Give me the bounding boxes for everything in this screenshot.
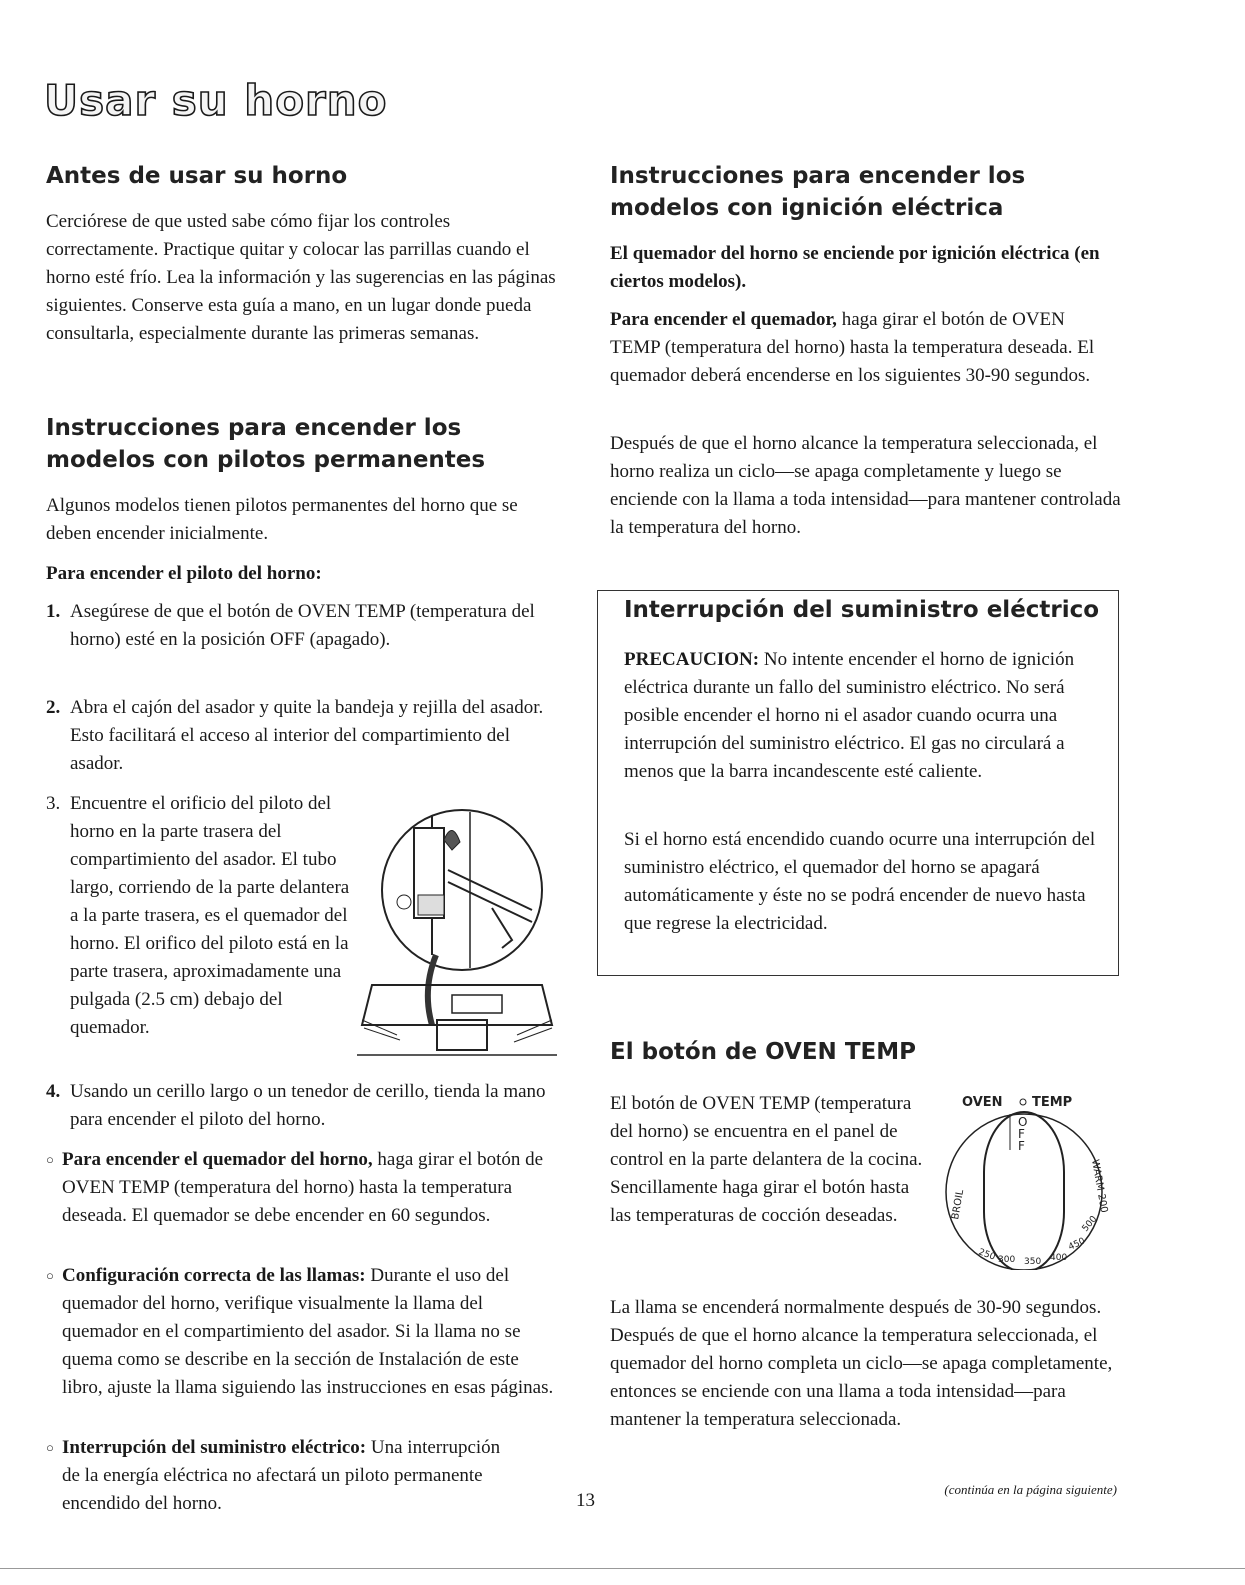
- step-text: Encuentre el orificio del piloto del horno en la parte trasera del compartimiento del asador. El tubo largo, corriendo de la parte delantera a la parte trasera, es el quemador del horno. El orifico del piloto está en la parte trasera, aproximadamente una pulgada (2.5 cm) debajo del quemador.: [70, 793, 350, 1038]
- bullet-lead: Para encender el quemador del horno,: [62, 1149, 373, 1170]
- section-heading-pilot-line2: modelos con pilotos permanentes: [46, 447, 486, 473]
- bullet-lead: Configuración correcta de las llamas:: [62, 1265, 366, 1286]
- caution-lead: PRECAUCION:: [624, 649, 760, 670]
- electric-lead: El quemador del horno se enciende por ignición eléctrica (en ciertos modelos).: [610, 243, 1100, 292]
- electric-para1: [610, 306, 1110, 390]
- knob-label-oven: OVEN: [962, 1095, 1003, 1110]
- bullet-text: Una interrupción de la energía eléctrica no afectará un piloto permanente encendido del horno.: [62, 1437, 501, 1514]
- section-heading-electric-line1: Instrucciones para encender los: [610, 163, 1026, 189]
- knob-tick-500: 500: [1080, 1214, 1100, 1234]
- section-heading-electric-line2: modelos con ignición eléctrica: [610, 195, 1004, 221]
- bullet-icon: ○: [46, 1268, 54, 1283]
- section-heading-oven-temp: El botón de OVEN TEMP: [610, 1039, 916, 1065]
- step-number: 1.: [46, 601, 61, 622]
- step-text: Asegúrese de que el botón de OVEN TEMP (temperatura del horno) esté en la posición OFF (apagado).: [70, 601, 535, 650]
- knob-off-o: O: [1018, 1115, 1028, 1129]
- step-number: 4.: [46, 1081, 61, 1102]
- power-outage-heading: Interrupción del suministro eléctrico: [624, 597, 1100, 623]
- knob-warm: WARM 200: [1089, 1158, 1110, 1214]
- bullet-icon: ○: [46, 1440, 54, 1455]
- electric-para2: Después de que el horno alcance la temperatura seleccionada, el horno realiza un ciclo—se apaga completamente y luego se enciende con la llama a toda intensidad—para mantener controlada la temperatura del horno.: [610, 433, 1121, 538]
- page-title: Usar su horno: [44, 76, 388, 125]
- oven-temp-para1: El botón de OVEN TEMP (temperatura del horno) se encuentra en el panel de control en la parte delantera de la cocina. Sencillamente haga girar el botón hasta las temperaturas de cocción deseadas.: [610, 1093, 923, 1226]
- electric-para1-text: haga girar el botón de OVEN TEMP (temperatura del horno) hasta la temperatura deseada. El quemador deberá encenderse en los siguientes 30-90 segundos.: [610, 309, 1095, 386]
- page-number: 13: [576, 1490, 595, 1511]
- pilot-intro: Algunos modelos tienen pilotos permanentes del horno que se deben encender inicialmente.: [46, 495, 518, 544]
- section-heading-pilot-line1: Instrucciones para encender los: [46, 415, 462, 441]
- step-2: [46, 694, 546, 778]
- pilot-subheading: Para encender el piloto del horno:: [46, 563, 322, 584]
- bottom-rule: [0, 1568, 1245, 1569]
- step-text: Usando un cerillo largo o un tenedor de cerillo, tienda la mano para encender el piloto del horno.: [70, 1081, 546, 1130]
- knob-tick-450: 450: [1067, 1236, 1087, 1253]
- bullet-flame: [46, 1262, 561, 1402]
- bullet-lead: Interrupción del suministro eléctrico:: [62, 1437, 367, 1458]
- electric-para1-lead: Para encender el quemador,: [610, 309, 837, 330]
- knob-tick-300: 300: [998, 1255, 1016, 1265]
- knob-label-temp: TEMP: [1032, 1095, 1073, 1110]
- continued-note: (continúa en la página siguiente): [944, 1482, 1117, 1497]
- knob-tick-350: 350: [1024, 1257, 1042, 1267]
- power-outage-para2: Si el horno está encendido cuando ocurre una interrupción del suministro eléctrico, el quemador del horno se apagará automáticamente y éste no se podrá encender de nuevo hasta que regrese la electricidad.: [624, 829, 1096, 934]
- before-use-body: Cerciórese de que usted sabe cómo fijar los controles correctamente. Practique quitar y colocar las parrillas cuando el horno esté frío. Lea la información y las sugerencias en las páginas siguientes. Conserve esta guía a mano, en un lugar donde pueda consultarla, especialmente durante las primeras semanas.: [46, 211, 556, 344]
- pilot-illustration: [352, 790, 562, 1070]
- bullet-text: Durante el uso del quemador del horno, verifique visualmente la llama del quemador en el compartimiento del asador. Si la llama no se quema como se describe en la sección de Instalación de este libro, ajuste la llama siguiendo las instrucciones en esas páginas.: [62, 1265, 554, 1398]
- caution-para: [624, 646, 1102, 786]
- step-1: [46, 598, 536, 654]
- knob-tick-400: 400: [1050, 1253, 1068, 1263]
- step-3: [46, 790, 356, 1042]
- section-heading-before-use: Antes de usar su horno: [46, 163, 348, 189]
- knob-off-f2: F: [1018, 1139, 1025, 1153]
- step-number: 2.: [46, 697, 61, 718]
- knob-off-f1: F: [1018, 1127, 1025, 1141]
- step-number: 3.: [46, 793, 61, 814]
- oven-temp-knob-illustration: [940, 1090, 1120, 1270]
- bullet-burner: [46, 1146, 556, 1230]
- bullet-icon: ○: [46, 1152, 54, 1167]
- knob-tick-250: 250: [976, 1247, 997, 1263]
- step-4: [46, 1078, 546, 1134]
- oven-temp-para2: La llama se encenderá normalmente después de 30-90 segundos. Después de que el horno alcance la temperatura seleccionada, el quemador del horno completa un ciclo—se apaga completamente, entonces se enciende con una llama a toda intensidad—para mantener la temperatura seleccionada.: [610, 1297, 1113, 1430]
- bullet-power: [46, 1434, 516, 1518]
- bullet-text: haga girar el botón de OVEN TEMP (temperatura del horno) hasta la temperatura deseada. El quemador se debe encender en 60 segundos.: [62, 1149, 544, 1226]
- knob-broil: BROIL: [950, 1188, 967, 1221]
- caution-text: No intente encender el horno de ignición eléctrica durante un fallo del suministro eléctrico. No será posible encender el horno ni el asador cuando ocurra una interrupción del suministro eléctrico. El gas no circulará a menos que la barra incandescente esté caliente.: [624, 649, 1075, 782]
- step-text: Abra el cajón del asador y quite la bandeja y rejilla del asador. Esto facilitará el acceso al interior del compartimiento del asador.: [70, 697, 544, 774]
